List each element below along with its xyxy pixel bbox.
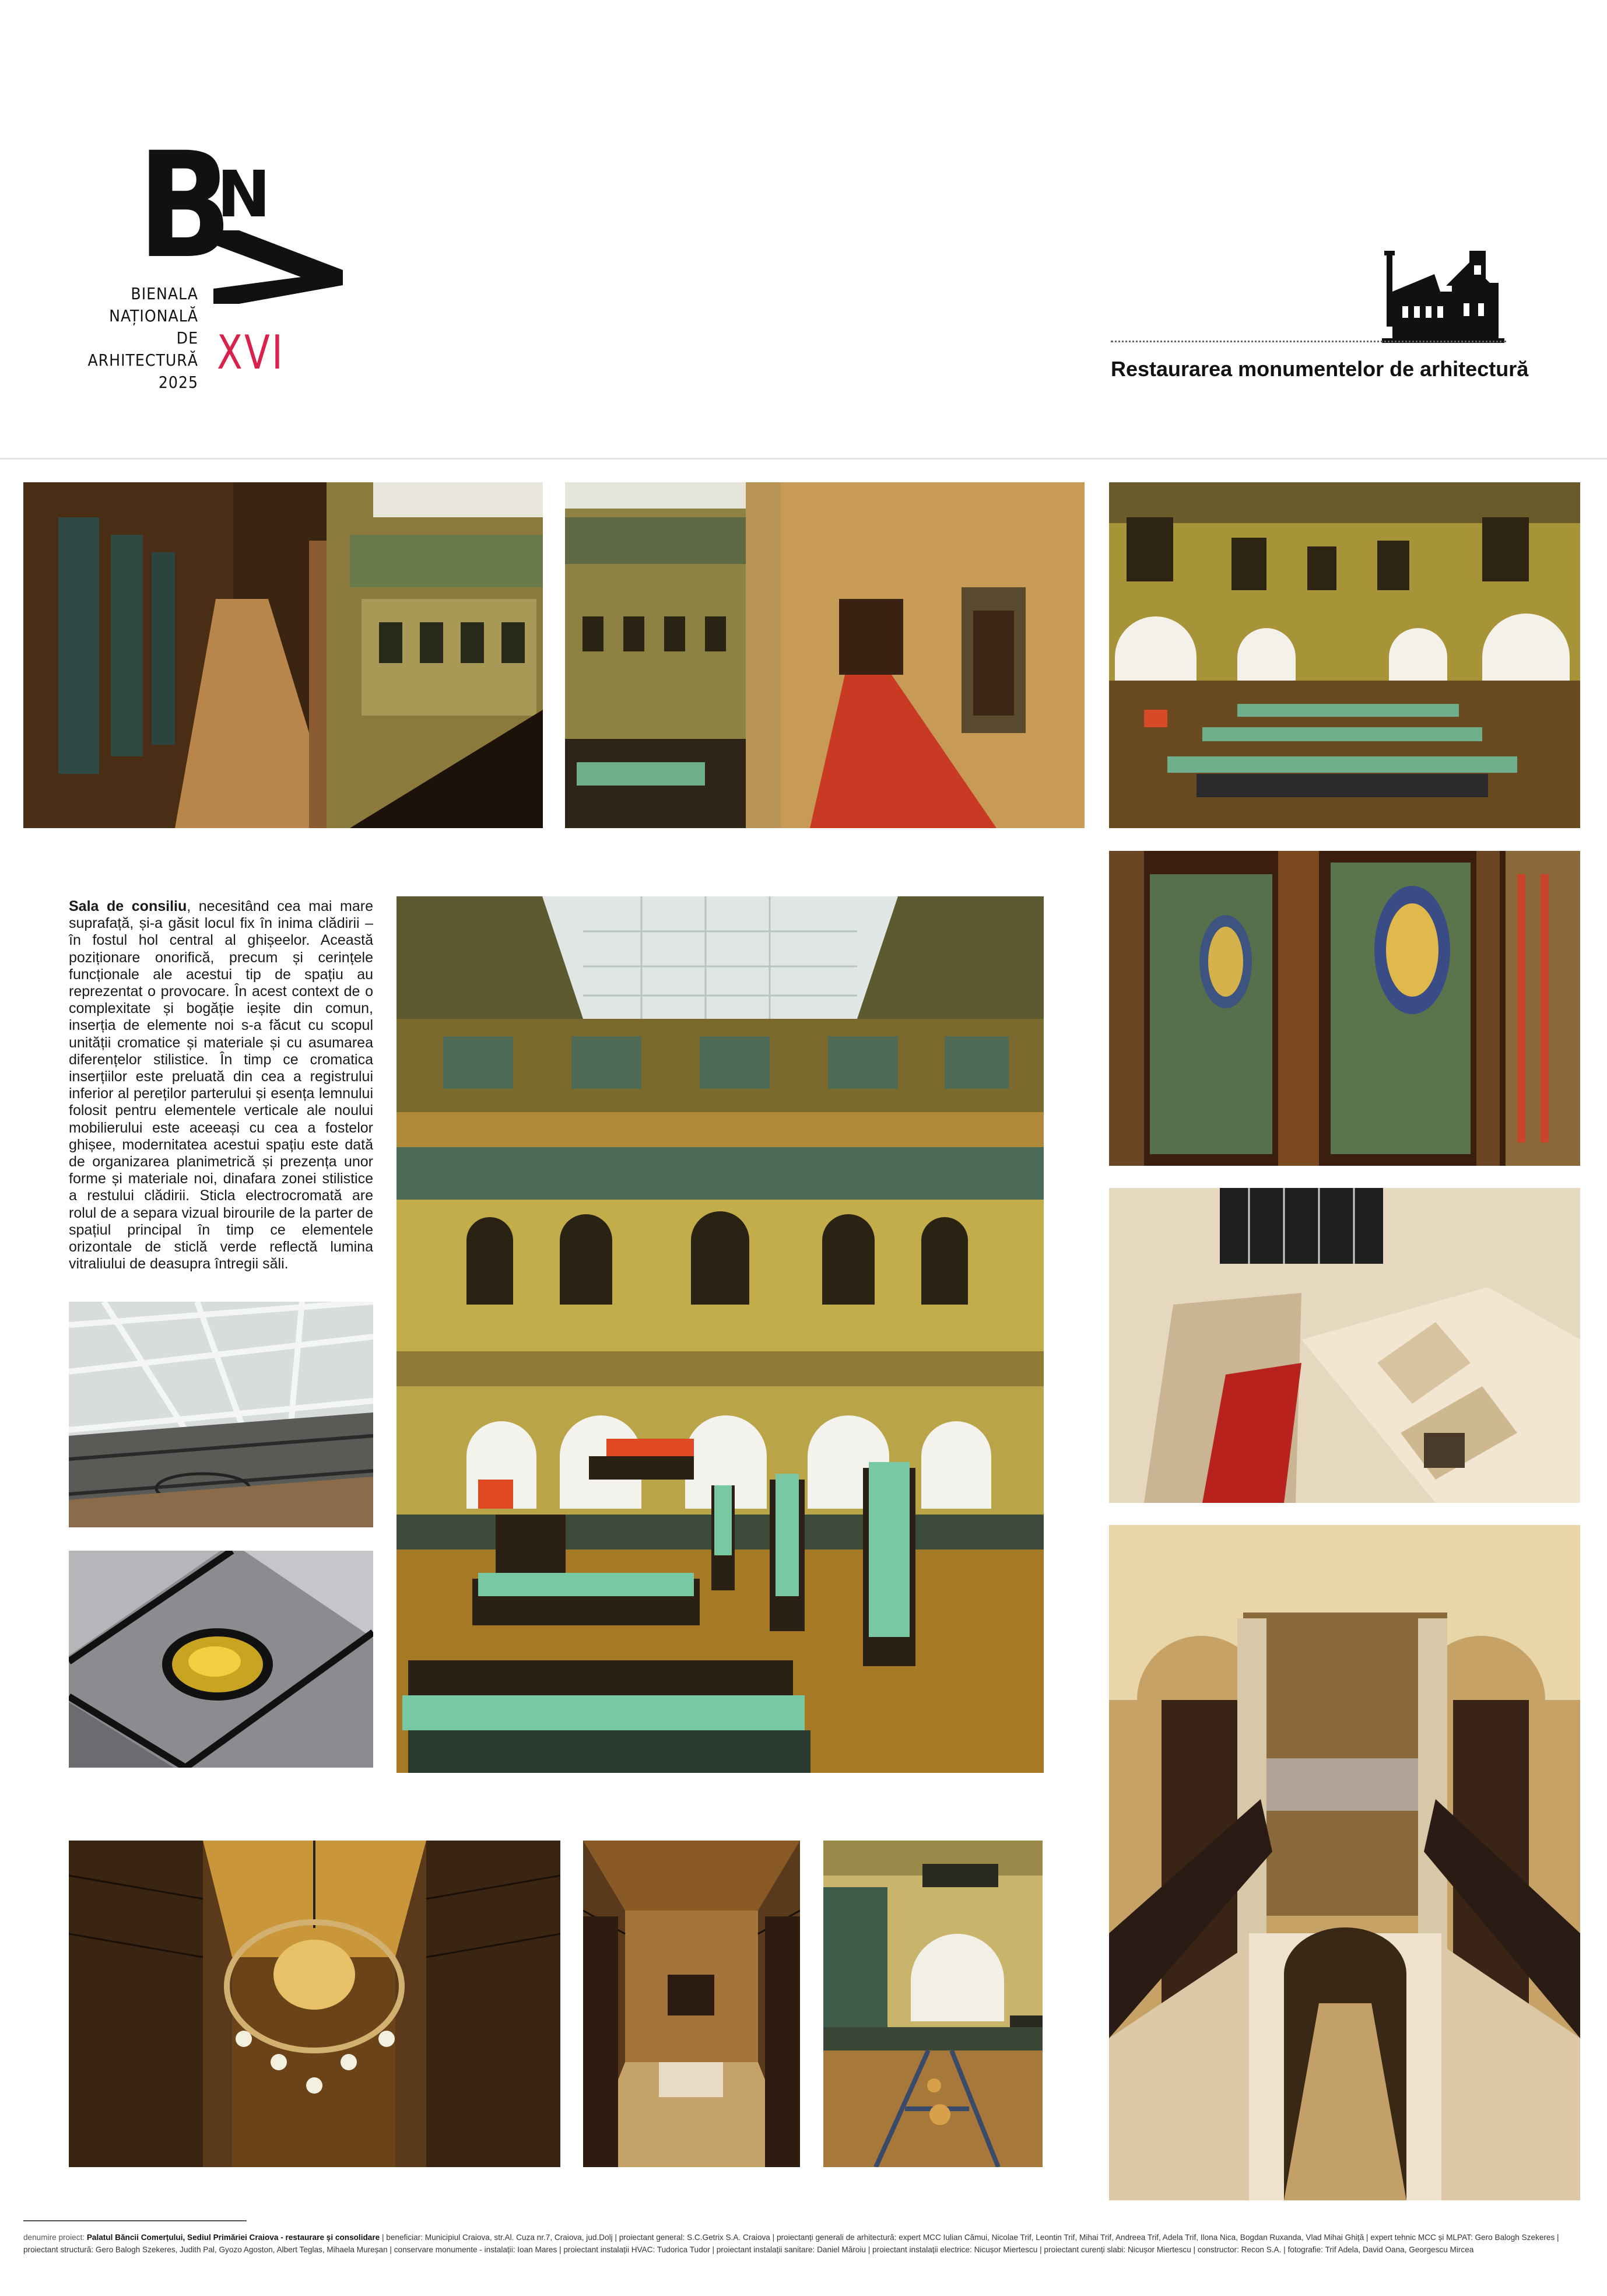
logo-line: ARHITECTURĂ bbox=[87, 350, 198, 370]
logo-letter-a-icon bbox=[213, 230, 343, 304]
footer-details: | beneficiar: Municipiul Craiova, str.Al. Cuza nr.7, Craiova, jud.Dolj | proiectant general: S.C.Getrix S.A. Craiova | proiectanți generali de arhitectură: expert MCC Iulian Cămui, Nicolae Trif, Leontin Trif, Mihai Trif, Andreea Trif, Adela Trif, Ilona Nica, Bogdan Ruxanda, Vlad Mihai Ghiță | expert tehnic MCC și MLPAT: Gero Balogh Szekeres | proiectant structură: Gero Balogh Szekeres, Judith Pal, Gyozo Agoston, Albert Teglas, Mihaela Mureșan | conservare monumente - instalații: Ioan Mares | proiectant instalații HVAC: Tudorica Tudor | proiectant instalații sanitare: Daniel Măroiu | proiectant instalații electrice: Nicușor Miertescu | proiectant curenți slabi: Nicușor Miertescu | constructor: Recon S.A. | fotografie: Trif Adela, David Oana, Georgescu Mircea bbox=[23, 2233, 1559, 2254]
footer-project-name: Palatul Băncii Comerțului, Sediul Primăriei Craiova - restaurare și consolidare bbox=[86, 2233, 380, 2242]
logo-wordmark bbox=[87, 283, 198, 394]
photo-chandelier-ceiling bbox=[69, 1841, 560, 2167]
category-title: Restaurarea monumentelor de arhitectură bbox=[1111, 357, 1529, 381]
project-credits bbox=[23, 2231, 1584, 2256]
description-body: , necesitând cea mai mare suprafață, și-a găsit locul fix în inima clădirii – în fostul hol central al ghișeelor. Această poziționare onorifică, precum și cerințele funcționale ale acestui tip de spațiu au reprezentat o provocare. În acest context de o complexitate și bogăție ieșite din comun, inserția de elemente noi s-a făcut cu scopul unității cromatice și materiale și cu asumarea diferențelor stilistice. În timp ce cromatica inserțiilor este preluată din cea a registrului inferior al pereților parterului și esența lemnului folosit pentru elementele verticale ale noului mobilierului este aceeași cu cea a fostelor ghișee, modernitatea acestui spațiu este dată de organizarea planimetrică și prezența unor forme și materiale noi, dinafara zonei stilistice a restului clădirii. Sticla electrocromată are rolul de a separa vizual birourile de la parter de spațiul principal în timp ce elementele orizontale de sticlă verde reflectă lumina vitraliului de deasupra întregii săli. bbox=[69, 898, 373, 1273]
photo-red-carpet-hall bbox=[565, 482, 1085, 828]
photo-marble-staircase bbox=[1109, 1188, 1580, 1503]
footer-project-label: denumire proiect: bbox=[23, 2233, 85, 2242]
photo-vaulted-corridor bbox=[583, 1841, 800, 2167]
logo-line: BIENALA bbox=[131, 284, 198, 303]
project-description bbox=[69, 898, 373, 1273]
building-silhouette-icon bbox=[1382, 251, 1504, 344]
photo-gallery-corridor bbox=[23, 482, 543, 828]
footer-divider bbox=[23, 2220, 247, 2221]
photo-council-hall-overview bbox=[1109, 482, 1580, 828]
logo-letter-n: N bbox=[217, 157, 271, 232]
logo-letter-b: B bbox=[138, 121, 229, 290]
photo-grand-staircase bbox=[1109, 1525, 1580, 2200]
description-lead: Sala de consiliu bbox=[69, 898, 187, 914]
logo-edition: XVI bbox=[217, 325, 285, 380]
photo-council-hall-main bbox=[397, 896, 1044, 1773]
photo-mosaic-floor bbox=[823, 1841, 1043, 2167]
photo-stained-glass-doors bbox=[1109, 851, 1580, 1166]
category-divider bbox=[1111, 341, 1506, 342]
photo-glass-detail bbox=[69, 1551, 373, 1768]
header-divider bbox=[0, 458, 1607, 460]
logo-line: 2025 bbox=[158, 373, 198, 392]
logo-line: NAȚIONALĂ bbox=[109, 306, 198, 325]
photo-skylight-structure bbox=[69, 1302, 373, 1527]
logo-line: DE bbox=[176, 328, 198, 348]
